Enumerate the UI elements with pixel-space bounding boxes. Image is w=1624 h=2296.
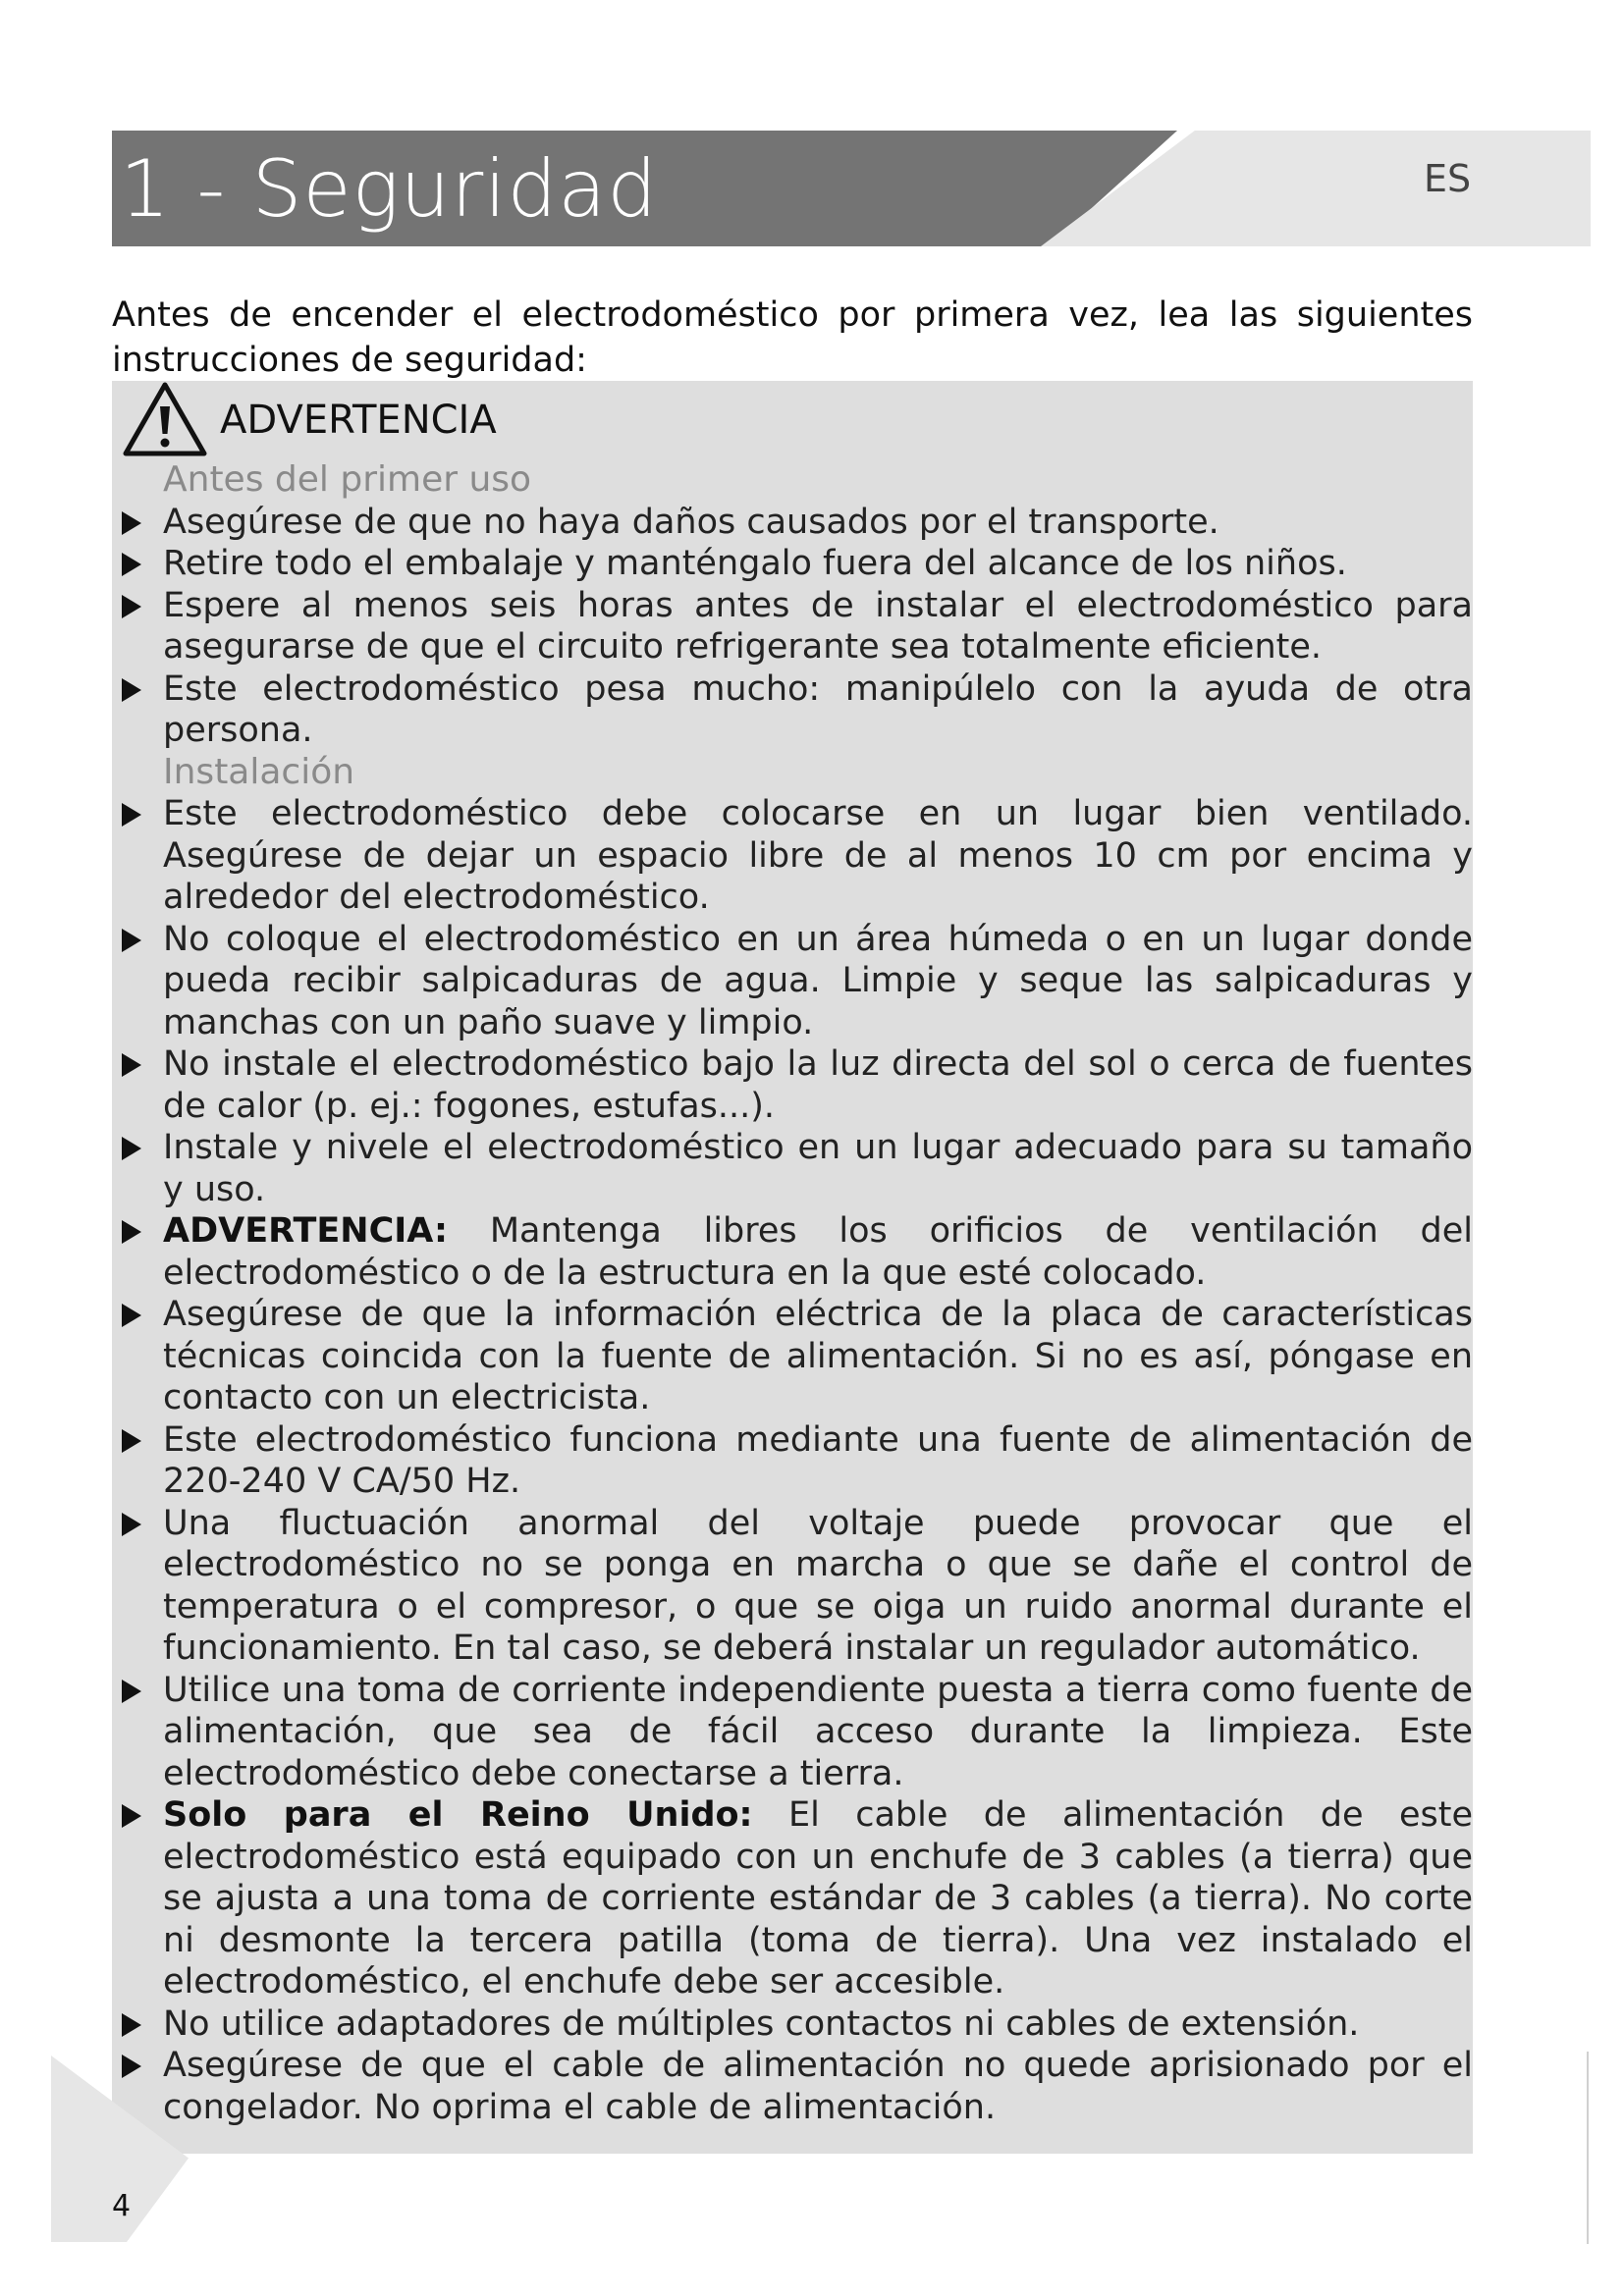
list-item <box>118 543 1473 585</box>
list-item <box>118 793 1473 919</box>
list-item <box>118 2003 1473 2046</box>
bullet-triangle-icon <box>122 1680 141 1703</box>
section-subheading: Antes del primer uso <box>163 459 532 500</box>
bullet-triangle-icon <box>122 1513 141 1536</box>
list-item <box>118 1670 1473 1795</box>
item-text: Instale y nivele el electrodoméstico en un lugar adecuado para su tamaño y uso. <box>163 1128 1473 1209</box>
page-number: 4 <box>112 2189 132 2223</box>
bullet-triangle-icon <box>122 803 141 827</box>
list-item <box>118 585 1473 668</box>
bullet-triangle-icon <box>122 595 141 618</box>
list-item <box>118 1419 1473 1503</box>
bullet-triangle-icon <box>122 929 141 952</box>
bullet-triangle-icon <box>122 511 141 535</box>
list-item <box>118 1503 1473 1670</box>
list-item <box>118 1294 1473 1419</box>
warning-label: ADVERTENCIA <box>220 398 497 443</box>
safety-instructions <box>118 459 1473 2128</box>
item-text: Asegúrese de que la información eléctrica de la placa de características técnicas coincida con la fuente de alimentación. Si no es así, póngase en contacto con un electricista. <box>163 1295 1473 1417</box>
margin-rule <box>1587 2052 1589 2244</box>
item-text: El cable de alimentación de este electrodoméstico está equipado con un enchufe de 3 cables (a tierra) que se ajusta a una toma de corriente estándar de 3 cables (a tierra). No corte ni desmonte la tercera patilla (toma de tierra). Una vez instalado el electrodoméstico, el enchufe debe ser accesible. <box>163 1795 1473 2002</box>
item-text: Mantenga libres los orificios de ventilación del electrodoméstico o de la estructura en la que esté colocado. <box>163 1211 1473 1293</box>
item-text: Este electrodoméstico debe colocarse en un lugar bien ventilado. Asegúrese de dejar un espacio libre de al menos 10 cm por encima y alrededor del electrodoméstico. <box>163 794 1473 917</box>
list-item <box>118 1210 1473 1294</box>
warning-triangle-icon <box>122 381 208 459</box>
item-text: Una fluctuación anormal del voltaje puede provocar que el electrodoméstico no se ponga en marcha o que se dañe el control de temperatura o el compresor, o que se oiga un ruido anormal durante el funcionamiento. En tal caso, se deberá instalar un regulador automático. <box>163 1503 1473 1668</box>
list-item <box>118 1043 1473 1127</box>
list-item <box>118 1794 1473 2003</box>
bullet-triangle-icon <box>122 1220 141 1244</box>
item-text: Retire todo el embalaje y manténgalo fuera del alcance de los niños. <box>163 544 1347 583</box>
intro-text: Antes de encender el electrodoméstico por primera vez, lea las siguientes instrucciones de seguridad: <box>112 295 1473 380</box>
bullet-triangle-icon <box>122 553 141 576</box>
item-text: Utilice una toma de corriente independiente puesta a tierra como fuente de alimentación, que sea de fácil acceso durante la limpieza. Este electrodoméstico debe conectarse a tierra. <box>163 1670 1473 1793</box>
bullet-triangle-icon <box>122 1804 141 1828</box>
bullet-triangle-icon <box>122 678 141 702</box>
item-text: Asegúrese de que el cable de alimentación no quede aprisionado por el congelador. No oprima el cable de alimentación. <box>163 2046 1473 2127</box>
language-code: ES <box>1424 157 1472 200</box>
section-subheading: Instalación <box>163 751 355 792</box>
item-text: Asegúrese de que no haya daños causados por el transporte. <box>163 502 1219 542</box>
item-lead: ADVERTENCIA: <box>163 1211 449 1251</box>
bullet-triangle-icon <box>122 1304 141 1327</box>
list-item <box>118 1127 1473 1210</box>
list-item <box>118 2045 1473 2128</box>
item-text: No coloque el electrodoméstico en un área húmeda o en un lugar donde pueda recibir salpicaduras de agua. Limpie y seque las salpicaduras y manchas con un paño suave y limpio. <box>163 919 1473 1042</box>
item-lead: Solo para el Reino Unido: <box>163 1795 753 1835</box>
warning-heading <box>122 381 497 459</box>
item-text: No utilice adaptadores de múltiples contactos ni cables de extensión. <box>163 2003 1360 2044</box>
bullet-triangle-icon <box>122 2055 141 2078</box>
list-item <box>118 919 1473 1044</box>
bullet-triangle-icon <box>122 1053 141 1077</box>
bullet-triangle-icon <box>122 1429 141 1453</box>
bullet-triangle-icon <box>122 1137 141 1160</box>
list-item <box>118 668 1473 752</box>
item-text: Este electrodoméstico pesa mucho: manipúlelo con la ayuda de otra persona. <box>163 668 1473 750</box>
item-text: No instale el electrodoméstico bajo la luz directa del sol o cerca de fuentes de calor (p. ej.: fogones, estufas...). <box>163 1044 1473 1126</box>
item-text: Este electrodoméstico funciona mediante una fuente de alimentación de 220-240 V CA/50 Hz. <box>163 1419 1473 1501</box>
list-item <box>118 502 1473 544</box>
item-text: Espere al menos seis horas antes de instalar el electrodoméstico para asegurarse de que el circuito refrigerante sea totalmente eficiente. <box>163 585 1473 667</box>
page-title: 1 - Seguridad <box>120 143 659 235</box>
bullet-triangle-icon <box>122 2013 141 2037</box>
